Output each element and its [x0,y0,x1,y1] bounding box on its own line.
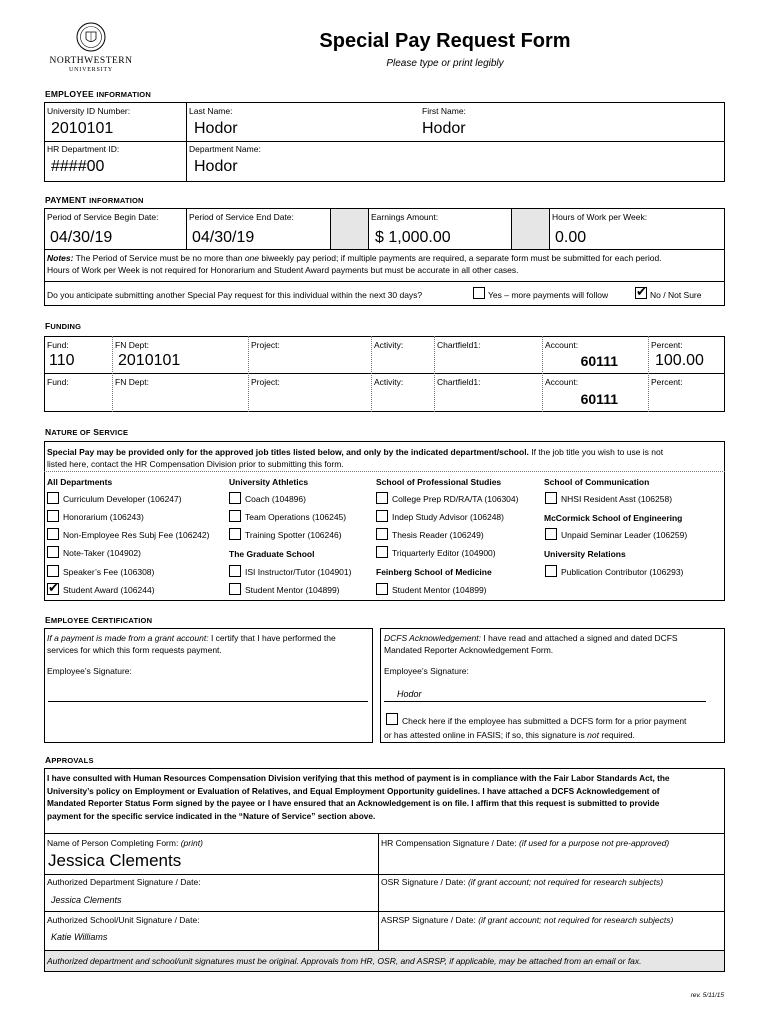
col-communication-head: School of Communication [544,477,650,487]
publication-contributor-label: Publication Contributor (106293) [561,567,684,577]
training-spotter-label: Training Spotter (106246) [245,530,342,540]
col-mccormick-head: McCormick School of Engineering [544,513,683,523]
more-payments-question: Do you anticipate submitting another Special Pay request for this individual within the next 30 days? [47,290,423,300]
fund-field[interactable]: 110 [49,352,75,369]
triquarterly-editor-checkbox[interactable] [376,546,388,558]
nhsi-resident-label: NHSI Resident Asst (106258) [561,494,673,504]
earnings-label: Earnings Amount: [371,212,439,222]
chartfield-label-2: Chartfield1: [437,377,481,387]
no-not-sure-label: No / Not Sure [650,290,702,300]
dcfs-prior-checkbox[interactable] [386,713,398,725]
nhsi-resident-checkbox[interactable] [545,492,557,504]
approval-statement: I have consulted with Human Resources Compensation Division verifying that this method of payment is in compliance with the Fair Labor Standards Act, the University’s policy on Employment or Evaluation of Relatives, and Equal Employment Opportunity guidelines. I have attached a DCFS Acknowledgement of Mandated Reporter Status Form signed by the payee or I have ensured that an Acknowledgement is on file. I affirm that this request is submitted to provide payment for the specific service indicated in the “Nature of Service” section above. [47,773,670,821]
dcfs-prior-text-line2: or has attested online in FASIS; if so, this signature is not required. [384,730,635,740]
approvals-footer-note: Authorized department and school/unit signatures must be original. Approvals from HR, OSR, and ASRSP, if applicable, may be attached from an email or fax. [47,956,642,966]
curriculum-developer-checkbox[interactable] [47,492,59,504]
funding-section-title: FUNDING [45,321,82,331]
dept-name-field[interactable]: Hodor [194,158,238,175]
note-taker-checkbox[interactable] [47,546,59,558]
team-operations-checkbox[interactable] [229,510,241,522]
dcfs-signature-label: Employee’s Signature: [384,666,469,676]
grad-student-mentor-checkbox[interactable] [229,583,241,595]
revision-date: rev. 5/11/15 [690,992,724,999]
hours-field[interactable]: 0.00 [555,229,587,246]
coach-checkbox[interactable] [229,492,241,504]
fn-dept-field[interactable]: 2010101 [118,352,181,369]
speakers-fee-label: Speaker’s Fee (106308) [63,567,155,577]
note-taker-label: Note-Taker (104902) [63,548,141,558]
first-name-label: First Name: [422,106,466,116]
certification-section-title: EMPLOYEE CERTIFICATION [45,615,153,625]
employee-section-title: EMPLOYEE INFORMATION [45,89,151,99]
col-athletics-head: University Athletics [229,477,309,487]
student-award-checkbox[interactable] [47,583,59,595]
last-name-field[interactable]: Hodor [194,120,238,137]
completing-name-field[interactable]: Jessica Clements [48,851,182,870]
university-seal [76,22,106,52]
percent-field[interactable]: 100.00 [655,352,704,369]
team-operations-label: Team Operations (106245) [245,512,347,522]
begin-date-field[interactable]: 04/30/19 [50,229,113,246]
hr-comp-signature-label: HR Compensation Signature / Date: (if used for a purpose not pre-approved) [381,838,670,848]
activity-label-2: Activity: [374,377,404,387]
hours-label: Hours of Work per Week: [552,212,648,222]
account-label: Account: [545,340,579,350]
feinberg-student-mentor-label: Student Mentor (104899) [392,585,487,595]
yes-more-payments-label: Yes – more payments will follow [488,290,609,300]
asrsp-signature-label: ASRSP Signature / Date: (if grant account; not required for research subjects) [381,915,674,925]
dept-name-label: Department Name: [189,144,261,154]
begin-date-label: Period of Service Begin Date: [47,212,159,222]
dcfs-ack-text-line2: Mandated Reporter Acknowledgement Form. [384,645,554,655]
project-label-2: Project: [251,377,280,387]
completing-name-label: Name of Person Completing Form: (print) [47,838,203,848]
university-logo-text: NORTHWESTERN [49,56,133,66]
chartfield-label: Chartfield1: [437,340,481,350]
school-signature-label: Authorized School/Unit Signature / Date: [47,915,200,925]
grant-cert-text: If a payment is made from a grant account: I certify that I have performed the [47,633,336,643]
activity-label: Activity: [374,340,404,350]
dept-signature-field[interactable]: Jessica Clements [51,895,122,905]
percent-label: Percent: [651,340,683,350]
last-name-label: Last Name: [189,106,233,116]
form-subtitle: Please type or print legibly [386,58,504,69]
form-title: Special Pay Request Form [319,30,571,52]
dcfs-signature-field[interactable]: Hodor [397,689,422,699]
college-prep-label: College Prep RD/RA/TA (106304) [392,494,519,504]
approvals-section-title: APPROVALS [45,755,94,765]
project-label: Project: [251,340,280,350]
nature-section-title: NATURE OF SERVICE [45,427,129,437]
checkmark-icon: ✔ [48,581,59,596]
grant-cert-text-line2: services for which this form requests payment. [47,645,222,655]
publication-contributor-checkbox[interactable] [545,565,557,577]
col-all-departments-head: All Departments [47,477,113,487]
fund-label-2: Fund: [47,377,69,387]
fn-dept-label: FN Dept: [115,340,150,350]
unpaid-seminar-checkbox[interactable] [545,528,557,540]
col-university-relations-head: University Relations [544,549,626,559]
checkmark-icon: ✔ [636,285,647,300]
speakers-fee-checkbox[interactable] [47,565,59,577]
university-logo-subtext: UNIVERSITY [69,67,113,73]
account-label-2: Account: [545,377,579,387]
nature-intro-line2: listed here, contact the HR Compensation Division prior to submitting this form. [47,459,344,469]
percent-label-2: Percent: [651,377,683,387]
isi-instructor-checkbox[interactable] [229,565,241,577]
col-sps-head: School of Professional Studies [376,477,502,487]
college-prep-checkbox[interactable] [376,492,388,504]
no-not-sure-checkbox[interactable] [635,287,647,299]
curriculum-developer-label: Curriculum Developer (106247) [63,494,182,504]
payment-notes: Notes: The Period of Service must be no more than one biweekly pay period; if multiple payments are required, a separate form must be submitted for each period. [47,253,662,263]
employee-signature-label: Employee’s Signature: [47,666,132,676]
indep-study-checkbox[interactable] [376,510,388,522]
first-name-field[interactable]: Hodor [422,120,466,137]
fn-dept-label-2: FN Dept: [115,377,150,387]
coach-label: Coach (104896) [245,494,306,504]
school-signature-field[interactable]: Katie Williams [51,932,108,942]
dept-signature-label: Authorized Department Signature / Date: [47,877,201,887]
dcfs-prior-text: Check here if the employee has submitted a DCFS form for a prior payment [402,716,687,726]
dcfs-ack-text: DCFS Acknowledgement: I have read and attached a signed and dated DCFS [384,633,678,643]
honorarium-checkbox[interactable] [47,510,59,522]
thesis-reader-label: Thesis Reader (106249) [392,530,484,540]
col-graduate-school-head: The Graduate School [229,549,315,559]
isi-instructor-label: ISI Instructor/Tutor (104901) [245,567,352,577]
grad-student-mentor-label: Student Mentor (104899) [245,585,340,595]
indep-study-label: Indep Study Advisor (106248) [392,512,504,522]
unpaid-seminar-label: Unpaid Seminar Leader (106259) [561,530,688,540]
osr-signature-label: OSR Signature / Date: (if grant account; not required for research subjects) [381,877,664,887]
payment-notes-line2: Hours of Work per Week is not required for Honorarium and Student Award payments but must be accurate in all other cases. [47,265,519,275]
triquarterly-editor-label: Triquarterly Editor (104900) [392,548,496,558]
non-employee-res-checkbox[interactable] [47,528,59,540]
thesis-reader-checkbox[interactable] [376,528,388,540]
univ-id-field[interactable]: 2010101 [51,120,114,137]
payment-section-title: PAYMENT INFORMATION [45,195,144,205]
univ-id-label: University ID Number: [47,106,131,116]
employee-signature-line[interactable] [48,701,368,702]
account-field-2[interactable]: 60111 [580,391,618,407]
honorarium-label: Honorarium (106243) [63,512,144,522]
training-spotter-checkbox[interactable] [229,528,241,540]
account-field[interactable]: 60111 [580,353,618,369]
feinberg-student-mentor-checkbox[interactable] [376,583,388,595]
hr-dept-label: HR Department ID: [47,144,120,154]
fund-label: Fund: [47,340,69,350]
student-award-label: Student Award (106244) [63,585,155,595]
nature-intro: Special Pay may be provided only for the approved job titles listed below, and only by the indicated department/school. If the job title you wish to use is not [47,447,664,457]
earnings-field[interactable]: $ 1,000.00 [375,229,451,246]
employee-info-box [44,102,725,182]
col-feinberg-head: Feinberg School of Medicine [376,567,492,577]
hr-dept-field[interactable]: ####00 [51,158,105,175]
end-date-label: Period of Service End Date: [189,212,294,222]
yes-more-payments-checkbox[interactable] [473,287,485,299]
end-date-field[interactable]: 04/30/19 [192,229,255,246]
non-employee-res-label: Non-Employee Res Subj Fee (106242) [63,530,210,540]
